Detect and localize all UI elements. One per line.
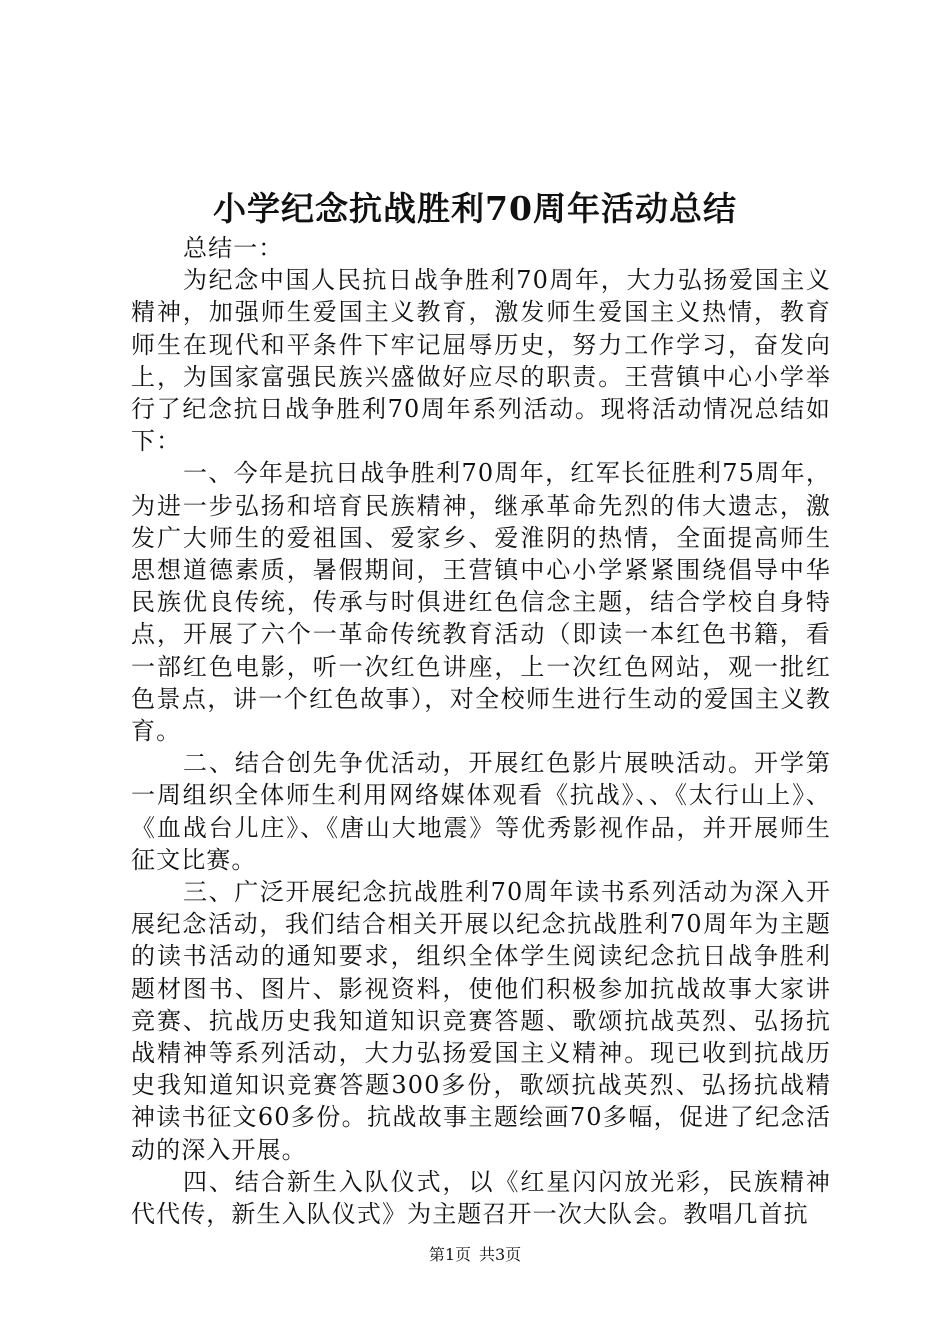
paragraph-section-3: 三、广泛开展纪念抗战胜利70周年读书系列活动为深入开展纪念活动，我们结合相关开展以纪念抗战胜利70周年为主题的读书活动的通知要求，组织全体学生阅读纪念抗日战争胜利题材图书、图片、影视资料，使他们积极参加抗战故事大家讲竞赛、抗战历史我知道知识竞赛答题、歌颂抗战英烈、弘扬抗战精神等系列活动，大力弘扬爱国主义精神。现已收到抗战历史我知道知识竞赛答题300多份，歌颂抗战英烈、弘扬抗战精神读书征文60多份。抗战故事主题绘画70多幅，促进了纪念活动的深入开展。	[131, 878, 831, 1164]
paragraph-intro: 为纪念中国人民抗日战争胜利70周年，大力弘扬爱国主义精神，加强师生爱国主义教育，激发师生爱国主义热情，教育师生在现代和平条件下牢记屈辱历史，努力工作学习，奋发向上，为国家富强民族兴盛做好应尽的职责。王营镇中心小学举行了纪念抗日战争胜利70周年系列活动。现将活动情况总结如下：	[131, 266, 831, 456]
paragraph-summary-label: 总结一：	[183, 234, 284, 262]
page-footer	[0, 1244, 950, 1266]
document-body	[131, 232, 831, 1230]
page-total: 共3页	[479, 1245, 522, 1264]
paragraph-section-2: 二、结合创先争优活动，开展红色影片展映活动。开学第一周组织全体师生利用网络媒体观看《抗战》、、《太行山上》、《血战台儿庄》、《唐山大地震》等优秀影视作品，并开展师生征文比赛。	[131, 749, 831, 874]
page-number: 第1页	[428, 1245, 471, 1264]
paragraph-section-4: 四、结合新生入队仪式，以《红星闪闪放光彩，民族精神代代传，新生入队仪式》为主题召开一次大队会。教唱几首抗	[131, 1167, 831, 1229]
paragraph-section-1: 一、今年是抗日战争胜利70周年，红军长征胜利75周年，为进一步弘扬和培育民族精神，继承革命先烈的伟大遗志，激发广大师生的爱祖国、爱家乡、爱淮阴的热情，全面提高师生思想道德素质，暑假期间，王营镇中心小学紧紧围绕倡导中华民族优良传统，传承与时俱进红色信念主题，结合学校自身特点，开展了六个一革命传统教育活动（即读一本红色书籍，看一部红色电影，听一次红色讲座，上一次红色网站，观一批红色景点，讲一个红色故事），对全校师生进行生动的爱国主义教育。	[131, 459, 831, 746]
document-title: 小学纪念抗战胜利70周年活动总结	[213, 189, 737, 228]
